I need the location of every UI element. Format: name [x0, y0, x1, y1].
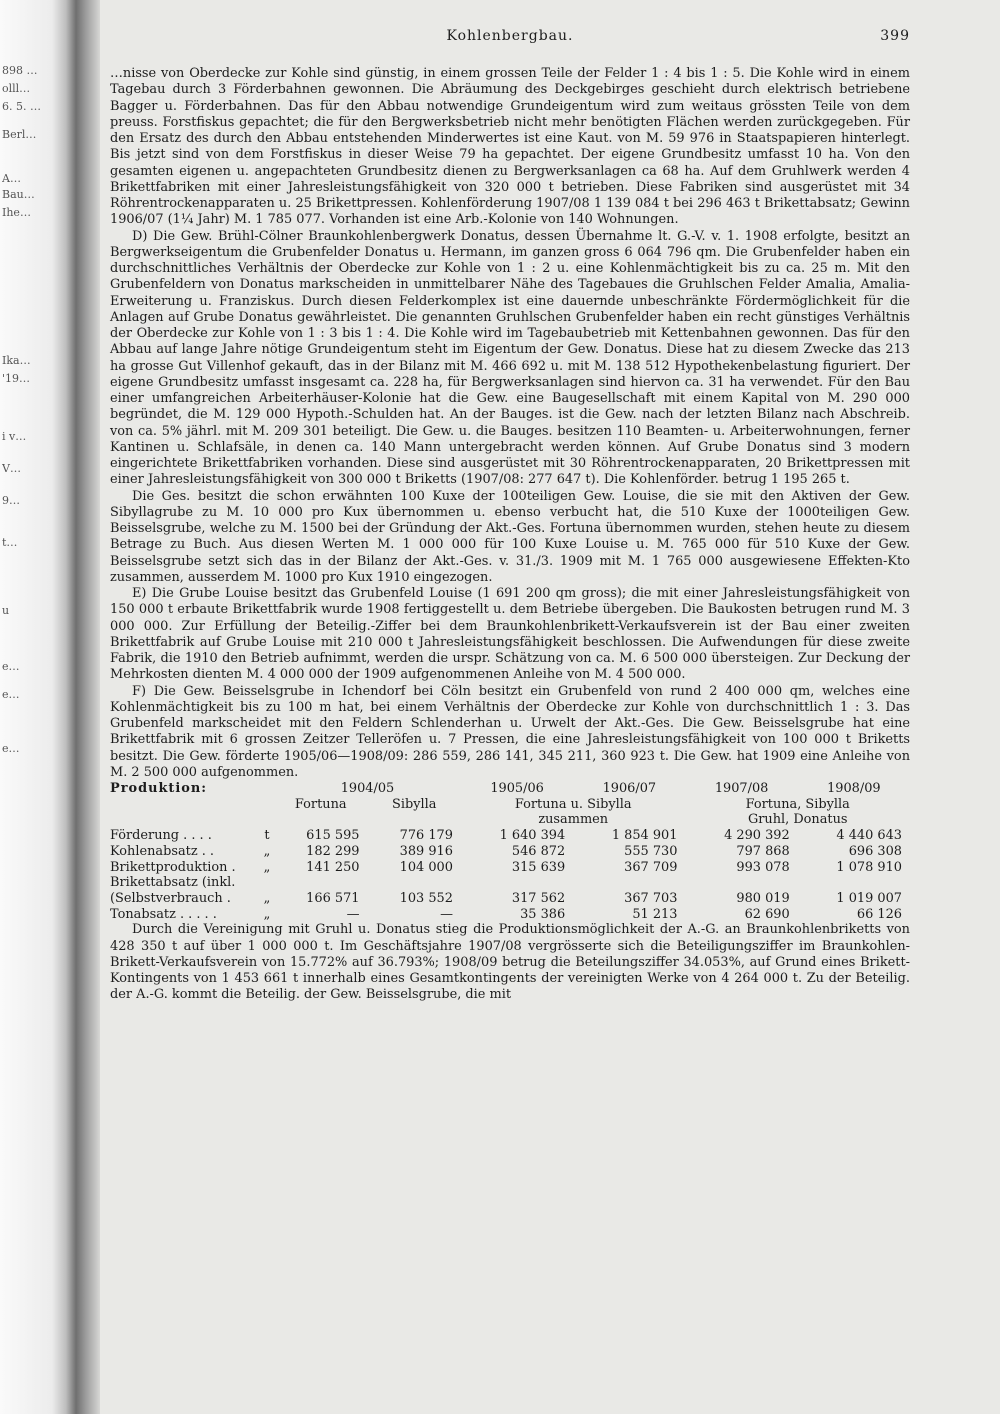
table-cell: 980 019 — [736, 890, 790, 906]
table-cell: 1 854 901 — [611, 828, 678, 844]
prev-fragment: olll… — [2, 82, 31, 95]
prev-fragment: Ihe… — [2, 206, 31, 219]
table-cell: 546 872 — [511, 843, 566, 859]
table-row — [110, 844, 910, 860]
table-cell: 1 078 910 — [836, 859, 902, 875]
year-header: 1906/07 — [602, 781, 657, 796]
table-cell: 367 709 — [624, 859, 678, 875]
column-subheader: Sibylla — [392, 796, 437, 812]
table-cell — [573, 875, 685, 891]
table-cell: 555 730 — [624, 843, 678, 859]
column-subheader: Fortuna, Sibylla — [745, 796, 850, 812]
table-cell: 4 440 643 — [836, 828, 902, 844]
prev-fragment: '19… — [2, 372, 31, 385]
table-cell: 4 290 392 — [724, 828, 790, 844]
prev-fragment: 9… — [2, 494, 20, 507]
row-unit: t — [264, 828, 270, 844]
table-cell: 615 595 — [306, 828, 360, 844]
row-label: Kohlenabsatz . . — [110, 843, 214, 859]
row-unit: „ — [263, 843, 271, 859]
prev-fragment: e… — [2, 688, 20, 701]
table-cell: 62 690 — [744, 906, 790, 922]
paragraph-gruhl-continued: …nisse von Oberdecke zur Kohle sind günstig, in einem grossen Teile der Felder 1 : 4 bis 1 : 5. Die Kohle wird in einem Tagebau durch 3 Förderbahnen gewonnen. Die Abräumung des Deckgebirges geschieht durch elektrisch betriebene Bagger u. Förderbahnen. Das für den Abbau notwendige Grundeigentum wird zum weitaus grössten Teile von dem preuss. Forstfiskus gepachtet; die für den Bergwerksbetrieb nicht mehr benötigten Flächen werden zurückgegeben. Für den Ersatz des durch den Abbau entstehenden Minderwertes ist eine Kaut. von M. 59 976 in Staatspapieren hinterlegt. Bis jetzt sind von dem Forstfiskus in dieser Weise 79 ha gepachtet. Der eigene Grundbesitz umfasst 10 ha. Von den gesamten eigenen u. angepachteten Grundbesitz dienen zu Bergwerksanlagen ca 68 ha. Auf dem Gruhlwerk werden 4 Brikettfabriken mit einer Jahresleistungsfähigkeit von 320 000 t betrieben. Diese Fabriken sind ausgerüstet mit 34 Röhrentrockenapparaten u. 25 Brikettpressen. Kohlenförderung 1907/08 1 139 084 t bei 296 463 t Brikettabsatz; Gewinn 1906/07 (1¼ Jahr) M. 1 785 077. Vorhanden ist eine Arb.-Kolonie von 140 Wohnungen. — [110, 66, 910, 228]
year-header: 1908/09 — [827, 781, 881, 796]
production-title: Produktion: — [110, 781, 207, 796]
table-cell: 696 308 — [848, 843, 902, 859]
table-cell: 797 868 — [736, 843, 790, 859]
row-label: (Selbstverbrauch . — [110, 890, 231, 906]
table-row — [110, 828, 910, 844]
paragraph-donatus: D) Die Gew. Brühl-Cölner Braunkohlenbergwerk Donatus, dessen Übernahme lt. G.-V. v. 1. 1908 erfolgte, besitzt an Bergwerkseigentum die Grubenfelder Donatus u. Hermann, im ganzen gross 6 064 796 qm. Die Grubenfelder haben ein durchschnittliches Verhältnis der Oberdecke zur Kohle von 1 : 2 u. eine Kohlenmächtigkeit bis zu ca. 25 m. Mit den Grubenfeldern von Donatus markscheiden in unmittelbarer Nähe des Tagebaues die Gruhlschen Felder Amalia, Amalia-Erweiterung u. Franziskus. Durch diesen Felderkomplex ist eine dauernde unbeschränkte Fördermöglichkeit für die Anlagen auf Grube Donatus gewährleistet. Die genannten Gruhlschen Grubenfelder haben ein recht günstiges Verhältnis der Oberdecke zur Kohle von 1 : 3 bis 1 : 4. Die Kohle wird im Tagebaubetrieb mit Kettenbahnen gewonnen. Das für den Abbau auf lange Jahre nötige Grundeigentum steht im Eigentum der Gew. Donatus. Diese hat zu diesem Zwecke das 213 ha grosse Gut Villenhof gekauft, das in der Bilanz mit M. 466 692 u. mit M. 138 512 Hypothekenbelastung figuriert. Der eigene Grundbesitz umfasst insgesamt ca. 228 ha, für Bergwerksanlagen sind hiervon ca. 31 ha verwendet. Für den Bau einer umfangreichen Arbeiterhäuser-Kolonie hat die Gew. eine Baugesellschaft mit einem Kapital von M. 290 000 begründet, die M. 129 000 Hypoth.-Schulden hat. An der Bauges. ist die Gew. nach der letzten Bilanz nach Abschreib. von ca. 5% jährl. mit M. 209 301 beteiligt. Die Gew. u. die Bauges. besitzen 110 Beamten- u. Arbeiterwohnungen, ferner Kantinen u. Schlafsäle, in denen ca. 140 Mann untergebracht werden können. Auf Grube Donatus sind 3 modern eingerichtete Brikettfabriken vorhanden. Diese sind ausgerüstet mit 30 Röhrentrockenapparaten, 20 Brikettpressen mit einer Jahresleistungsfähigkeit von 300 000 t Briketts (1907/08: 277 647 t). Die Kohlenförder. betrug 1 195 265 t. — [110, 228, 910, 488]
column-subheader: Fortuna u. Sibylla — [514, 796, 632, 812]
prev-fragment: e… — [2, 660, 20, 673]
paragraph-louise: E) Die Grube Louise besitzt das Grubenfeld Louise (1 691 200 qm gross); die mit einer Jahresleistungsfähigkeit von 150 000 t erbaute Brikettfabrik wurde 1908 fertiggestellt u. dem Betriebe übergeben. Die Baukosten betrugen rund M. 3 000 000. Zur Erfüllung der Beteilig.-Ziffer bei dem Braunkohlenbrikett-Verkaufsverein ist der Bau einer zweiten Brikettfabrik auf Grube Louise mit 210 000 t Jahresleistungsfähigkeit beschlossen. Die Aufwendungen für diese zweite Fabrik, die 1910 den Betrieb aufnimmt, werden die urspr. Schätzung von ca. M. 6 500 000 übersteigen. Zur Deckung der Mehrkosten dienten M. 4 000 000 der 1909 aufgenommenen Anleihe von M. 4 500 000. — [110, 586, 910, 683]
production-table — [110, 781, 910, 922]
page-header — [110, 28, 910, 52]
table-cell: 776 179 — [399, 828, 453, 844]
table-cell: 103 552 — [399, 890, 453, 906]
row-label: Brikettabsatz (inkl. — [110, 875, 236, 891]
paragraph-kuxe: Die Ges. besitzt die schon erwähnten 100 Kuxe der 100teiligen Gew. Louise, die sie mit den Aktiven der Gew. Sibyllagrube zu M. 10 000 pro Kux übernommen u. ebenso verbucht hat, die 510 Kuxe der 1000teiligen Gew. Beisselsgrube, welche zu M. 1500 bei der Gründung der Akt.-Ges. Fortuna übernommen wurden, stehen heute zu diesem Betrage zu Buch. Aus diesen Werten M. 1 000 000 für 100 Kuxe Louise u. M. 765 000 für 510 Kuxe der Gew. Beisselsgrube setzt sich das in der Bilanz der Akt.-Ges. v. 31./3. 1909 mit M. 1 765 000 ausgewiesene Effekten-Kto zusammen, ausserdem M. 1000 pro Kux 1910 eingezogen. — [110, 488, 910, 585]
prev-fragment: u — [2, 604, 10, 617]
prev-fragment: Berl… — [2, 128, 37, 141]
row-unit: „ — [263, 890, 271, 906]
column-subheader: Fortuna — [294, 796, 347, 812]
table-cell — [685, 875, 797, 891]
table-row — [110, 891, 910, 907]
table-cell: 182 299 — [306, 843, 360, 859]
table-row — [110, 907, 910, 923]
row-unit: „ — [263, 859, 271, 875]
table-row — [110, 860, 910, 876]
table-cell — [461, 875, 573, 891]
document-page — [110, 28, 910, 1004]
table-cell: 166 571 — [306, 890, 360, 906]
table-cell: — — [440, 906, 453, 922]
page-number: 399 — [880, 28, 910, 44]
prev-fragment: 898 … — [2, 64, 38, 77]
prev-fragment: A… — [2, 172, 21, 185]
table-cell — [798, 875, 910, 891]
table-cell: 367 703 — [624, 890, 678, 906]
table-cell: 1 640 394 — [499, 828, 566, 844]
table-cell: 141 250 — [306, 859, 360, 875]
table-cell — [367, 875, 460, 891]
paragraph-beisselsgrube: F) Die Gew. Beisselsgrube in Ichendorf bei Cöln besitzt ein Grubenfeld von rund 2 400 000 qm, welches eine Kohlenmächtigkeit bis zu 100 m hat, bei einem Verhältnis der Oberdecke zur Kohle von durchschnittlich 1 : 3. Das Grubenfeld markscheidet mit den Feldern Schlenderhan u. Urwelt der Akt.-Ges. Die Gew. Beisselsgrube hat eine Brikettfabrik mit 6 grossen Zeitzer Telleröfen u. 7 Pressen, die eine Jahresleistungsfähigkeit von 100 000 t Briketts besitzt. Die Gew. förderte 1905/06—1908/09: 286 559, 286 141, 345 211, 360 923 t. Die Gew. hat 1909 eine Anleihe von M. 2 500 000 aufgenommen. — [110, 683, 910, 780]
table-cell: 104 000 — [399, 859, 453, 875]
prev-fragment: t… — [2, 536, 18, 549]
prev-fragment: i v… — [2, 430, 27, 443]
table-cell: 51 213 — [632, 906, 678, 922]
table-cell: — — [346, 906, 360, 922]
row-unit: „ — [263, 906, 271, 922]
body-text — [110, 66, 910, 1004]
table-cell: 317 562 — [511, 890, 566, 906]
year-header: 1905/06 — [490, 781, 544, 796]
prev-fragment: 6. 5. … — [2, 100, 41, 113]
prev-fragment: Bau… — [2, 188, 35, 201]
prev-fragment: V… — [2, 462, 21, 475]
row-label: Brikettproduktion . — [110, 859, 236, 875]
row-label: Förderung . . . . — [110, 828, 212, 844]
table-cell: 35 386 — [520, 906, 566, 922]
prev-fragment: Ika… — [2, 354, 31, 367]
table-cell: 66 126 — [856, 906, 902, 922]
table-row — [110, 875, 910, 891]
table-cell: 389 916 — [399, 843, 453, 859]
table-cell: 1 019 007 — [836, 890, 902, 906]
year-header: 1904/05 — [340, 781, 395, 796]
table-cell — [274, 875, 367, 891]
row-unit — [260, 875, 274, 891]
running-title: Kohlenbergbau. — [446, 28, 574, 44]
paragraph-closing: Durch die Vereinigung mit Gruhl u. Donatus stieg die Produktionsmöglichkeit der A.-G. an Braunkohlenbriketts von 428 350 t auf über 1 000 000 t. Im Geschäftsjahre 1907/08 vergrösserte sich die Beteiligungsziffer im Braunkohlen-Brikett-Verkaufsverein von 15.772% auf 36.793%; 1908/09 betrug die Beteilungsziffer 34.053%, auf Grund eines Brikett-Kontingents von 1 453 661 t innerhalb eines Gesamtkontingents der vereinigten Werke von 4 264 000 t. Zu der Beteilig. der A.-G. kommt die Beteilig. der Gew. Beisselsgrube, die mit — [110, 922, 910, 1003]
table-cell: 993 078 — [736, 859, 790, 875]
row-label: Tonabsatz . . . . . — [110, 906, 217, 922]
table-cell: 315 639 — [511, 859, 566, 875]
year-header: 1907/08 — [714, 781, 769, 796]
column-subheader: Gruhl, Donatus — [747, 812, 848, 828]
column-subheader: zusammen — [538, 812, 609, 828]
prev-fragment: e… — [2, 742, 20, 755]
